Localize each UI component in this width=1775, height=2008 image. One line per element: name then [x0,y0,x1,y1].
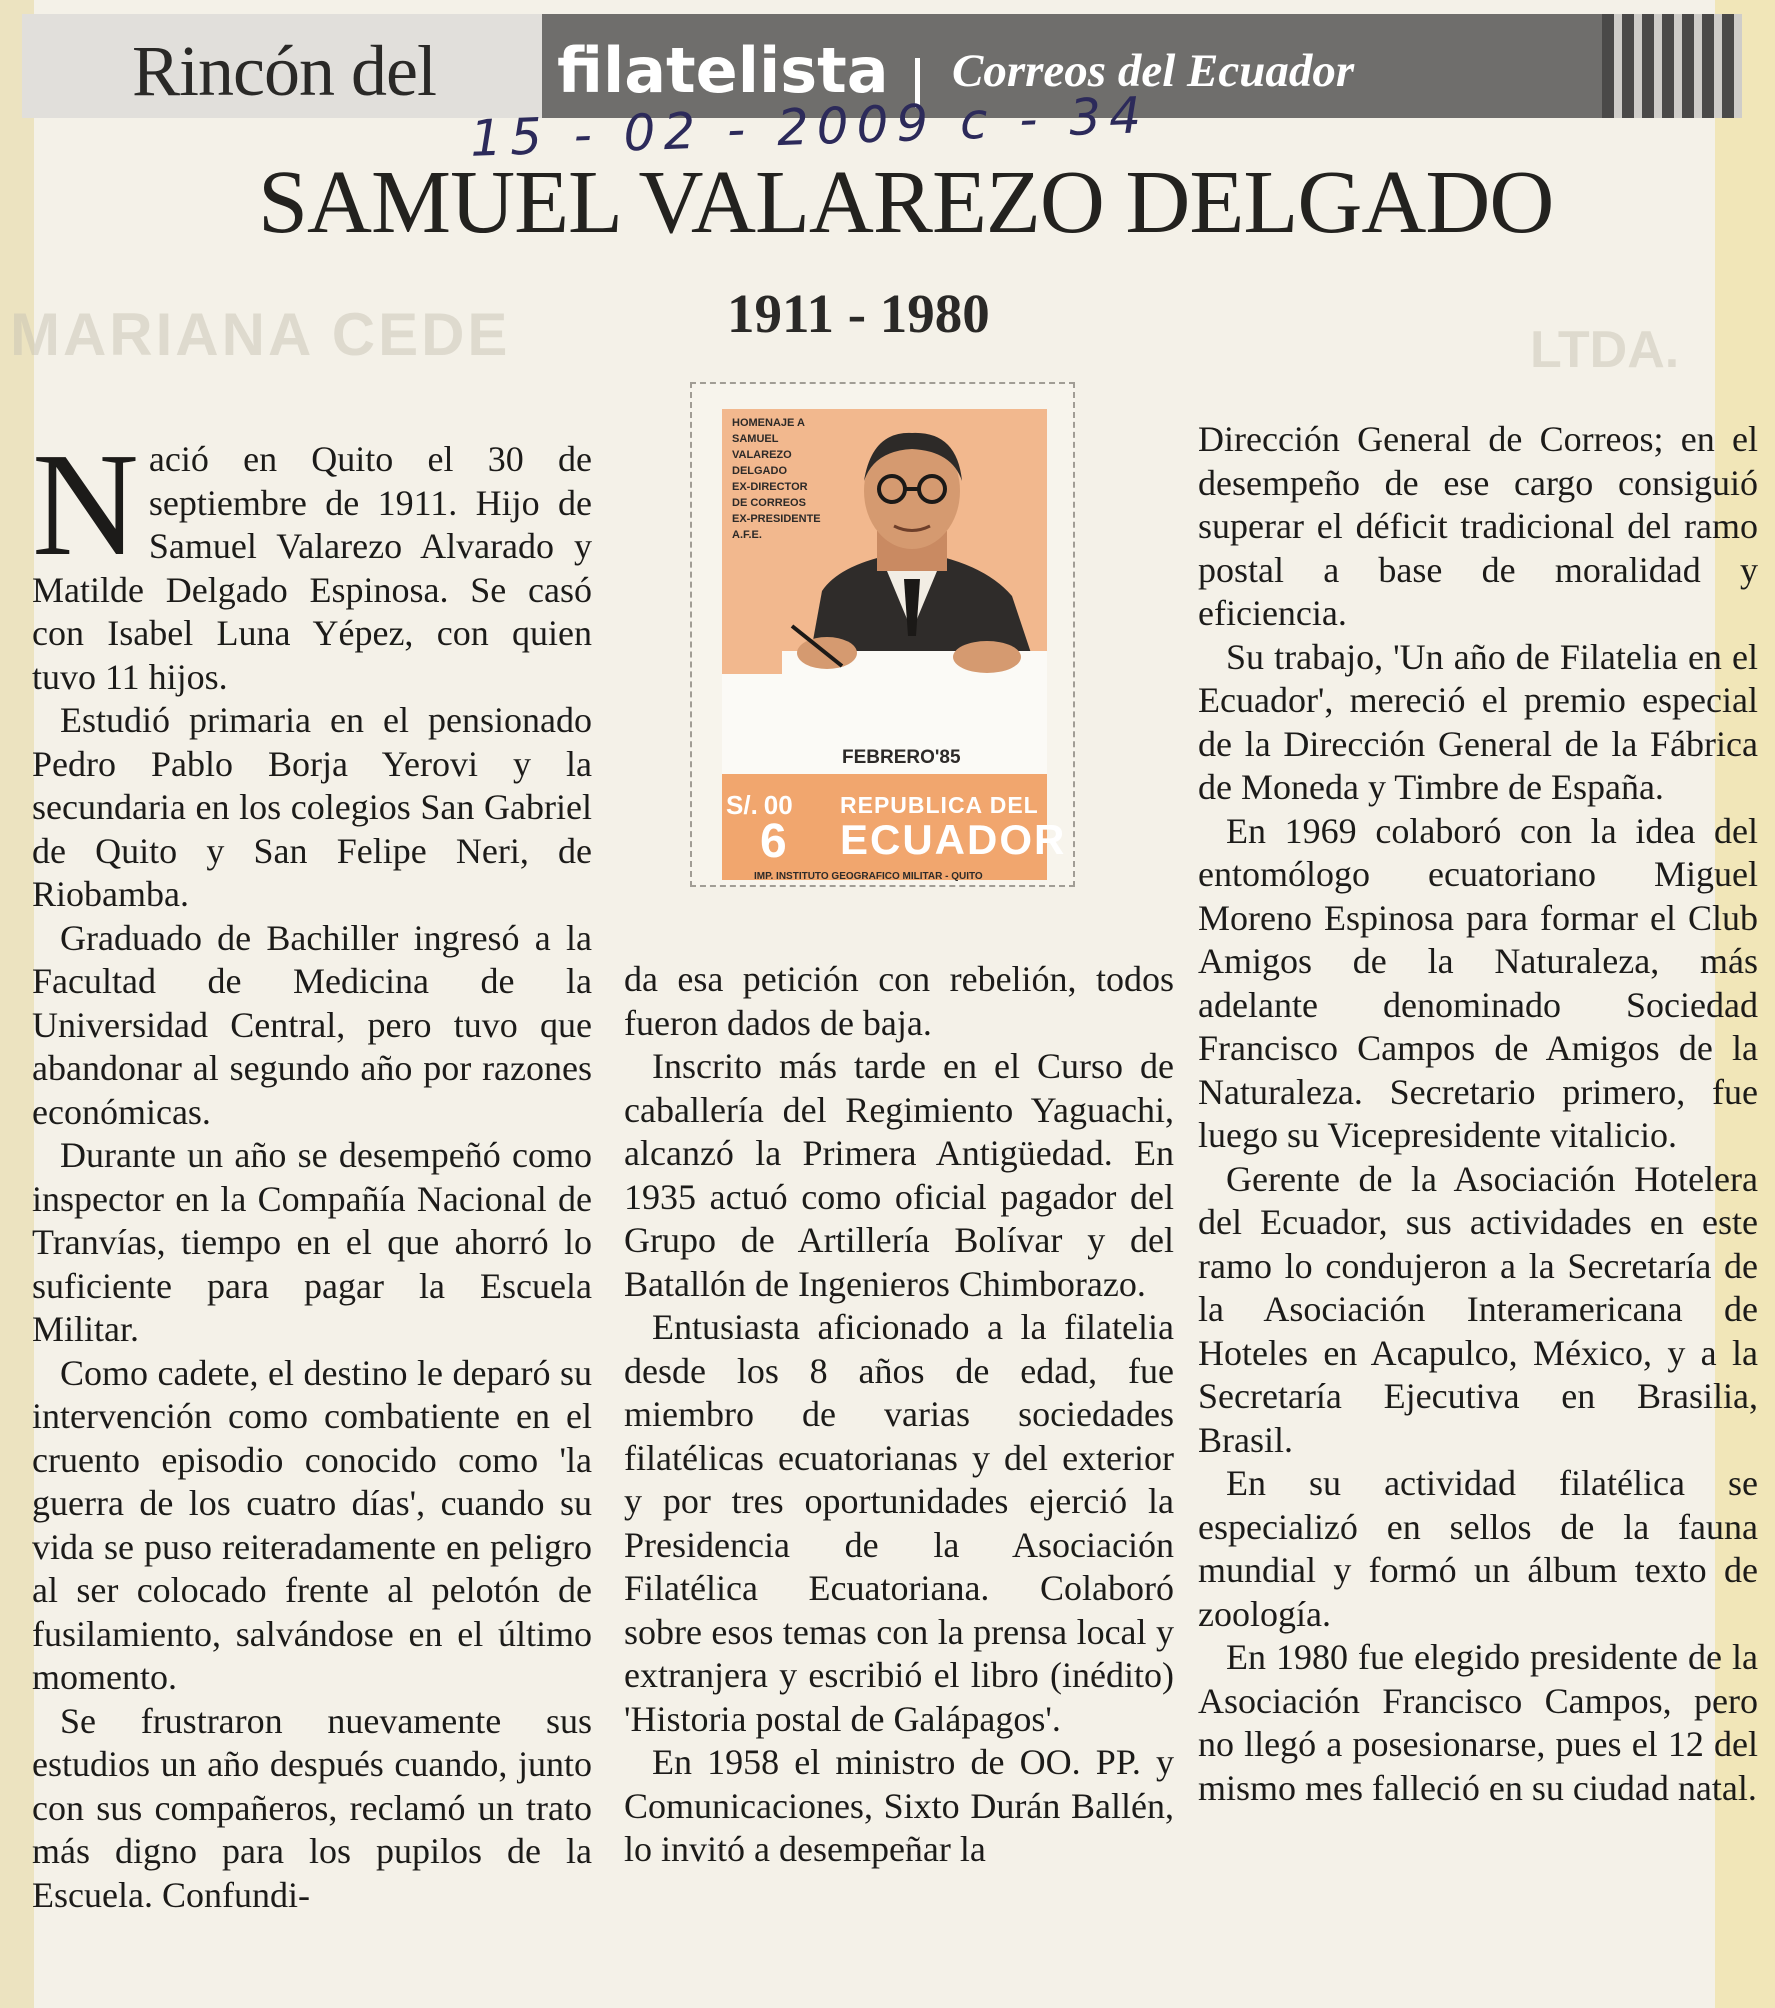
paragraph: Inscrito más tarde en el Curso de caballería del Regimiento Yaguachi, alcanzó la Primera Antigüedad. En 1935 actuó como oficial pagador del Grupo de Artillería Bolívar y del Batallón de Ingenieros Chimborazo. [624,1046,1174,1304]
stamp-printer-line: IMP. INSTITUTO GEOGRAFICO MILITAR - QUITO [754,871,983,882]
paragraph: Como cadete, el destino le deparó su intervención como combatiente en el cruento episodio conocido como 'la guerra de los cuatro días', cuando su vida se puso reiteradamente en peligro al ser colocado frente al pelotón de fusilamiento, salvándose en el último momento. [32,1352,592,1697]
paragraph: Nació en Quito el 30 de septiembre de 1911. Hijo de Samuel Valarezo Alvarado y Matilde Delgado Espinosa. Se casó con Isabel Luna Yépez, con quien tuvo 11 hijos. [32,423,592,697]
article-column-1 [32,423,592,1917]
stamp-homage-text: HOMENAJE A SAMUEL VALAREZO DELGADO EX-DIRECTOR DE CORREOS EX-PRESIDENTE A.F.E. [732,417,821,541]
section-title-prefix: Rincón del [132,31,436,111]
stamp-value-band [722,774,1067,880]
paragraph: Dirección General de Correos; en el desempeño de ese cargo consiguió superar el déficit tradicional del ramo postal a base de moralidad y eficiencia. [1198,419,1758,633]
paragraph: Su trabajo, 'Un año de Filatelia en el Ecuador', mereció el premio especial de la Dirección General de la Fábrica de Moneda y Timbre de España. [1198,636,1758,807]
paragraph: En 1958 el ministro de OO. PP. y Comunicaciones, Sixto Durán Ballén, lo invitó a desempeñar la [624,1742,1174,1869]
section-source: Correos del Ecuador [952,45,1355,97]
article-column-3 [1198,418,1758,1810]
bleed-through-text-left: MARIANA CEDE [10,301,511,368]
postage-stamp [690,382,1075,887]
article-column-2 [624,958,1174,1872]
stamp-country-line1: REPUBLICA DEL [840,792,1039,818]
paragraph: Graduado de Bachiller ingresó a la Facultad de Medicina de la Universidad Central, pero tuvo que abandonar al segundo año por razones económicas. [32,917,592,1132]
paragraph: da esa petición con rebelión, todos fueron dados de baja. [624,959,1174,1043]
paragraph: En 1980 fue elegido presidente de la Asociación Francisco Campos, pero no llegó a posesionarse, pues el 12 del mismo mes falleció en su ciudad natal. [1198,1637,1758,1808]
paragraph: Se frustraron nuevamente sus estudios un año después cuando, junto con sus compañeros, reclamó un trato más digno para los pupilos de la Escuela. Confundi- [32,1700,592,1915]
bleed-through-text-right: LTDA. [1530,321,1680,379]
stamp-issue-date: FEBRERO'85 [842,747,961,768]
stamp-country-line2: ECUADOR [840,816,1067,863]
paragraph: Gerente de la Asociación Hotelera del Ecuador, sus actividades en este ramo lo condujeron a la Secretaría de la Asociación Interamericana de Hoteles en Acapulco, México, y a la Secretaría Ejecutiva en Brasilia, Brasil. [1198,1158,1758,1460]
handwritten-date-note: 15 - 02 - 2009 c - 34 [469,86,1150,168]
paragraph: Durante un año se desempeñó como inspector en la Compañía Nacional de Tranvías, tiempo en el que ahorró lo suficiente para pagar la Escuela Militar. [32,1135,592,1349]
section-title-filatelista: filatelista [557,34,889,107]
drop-cap: N [32,423,139,587]
header-barcode-stripes [1602,14,1742,118]
paragraph: En su actividad filatélica se especializó en sellos de la fauna mundial y formó un álbum texto de zoología. [1198,1463,1758,1634]
stamp-currency: S/. 00 [726,790,793,820]
paragraph: Entusiasta aficionado a la filatelia desde los 8 años de edad, fue miembro de varias sociedades filatélicas ecuatorianas y del exterior y por tres oportunidades ejerció la Presidencia de la Asociación Filatélica Ecuatoriana. Colaboró sobre esos temas con la prensa local y extranjera y escribió el libro (inédito) 'Historia postal de Galápagos'. [624,1307,1174,1739]
article-years: 1911 - 1980 [727,283,990,344]
paragraph: Estudió primaria en el pensionado Pedro Pablo Borja Yerovi y la secundaria en los colegios San Gabriel de Quito y San Felipe Neri, de Riobamba. [32,700,592,914]
stamp-face [722,409,1067,868]
paragraph: En 1969 colaboró con la idea del entomólogo ecuatoriano Miguel Moreno Espinosa para formar el Club Amigos de la Naturaleza, más adelante denominado Sociedad Francisco Campos de Amigos de la Naturaleza. Secretario primero, fue luego su Vicepresidente vitalicio. [1198,810,1758,1155]
article-title: SAMUEL VALAREZO DELGADO [258,153,1554,252]
stamp-value: 6 [760,815,787,868]
